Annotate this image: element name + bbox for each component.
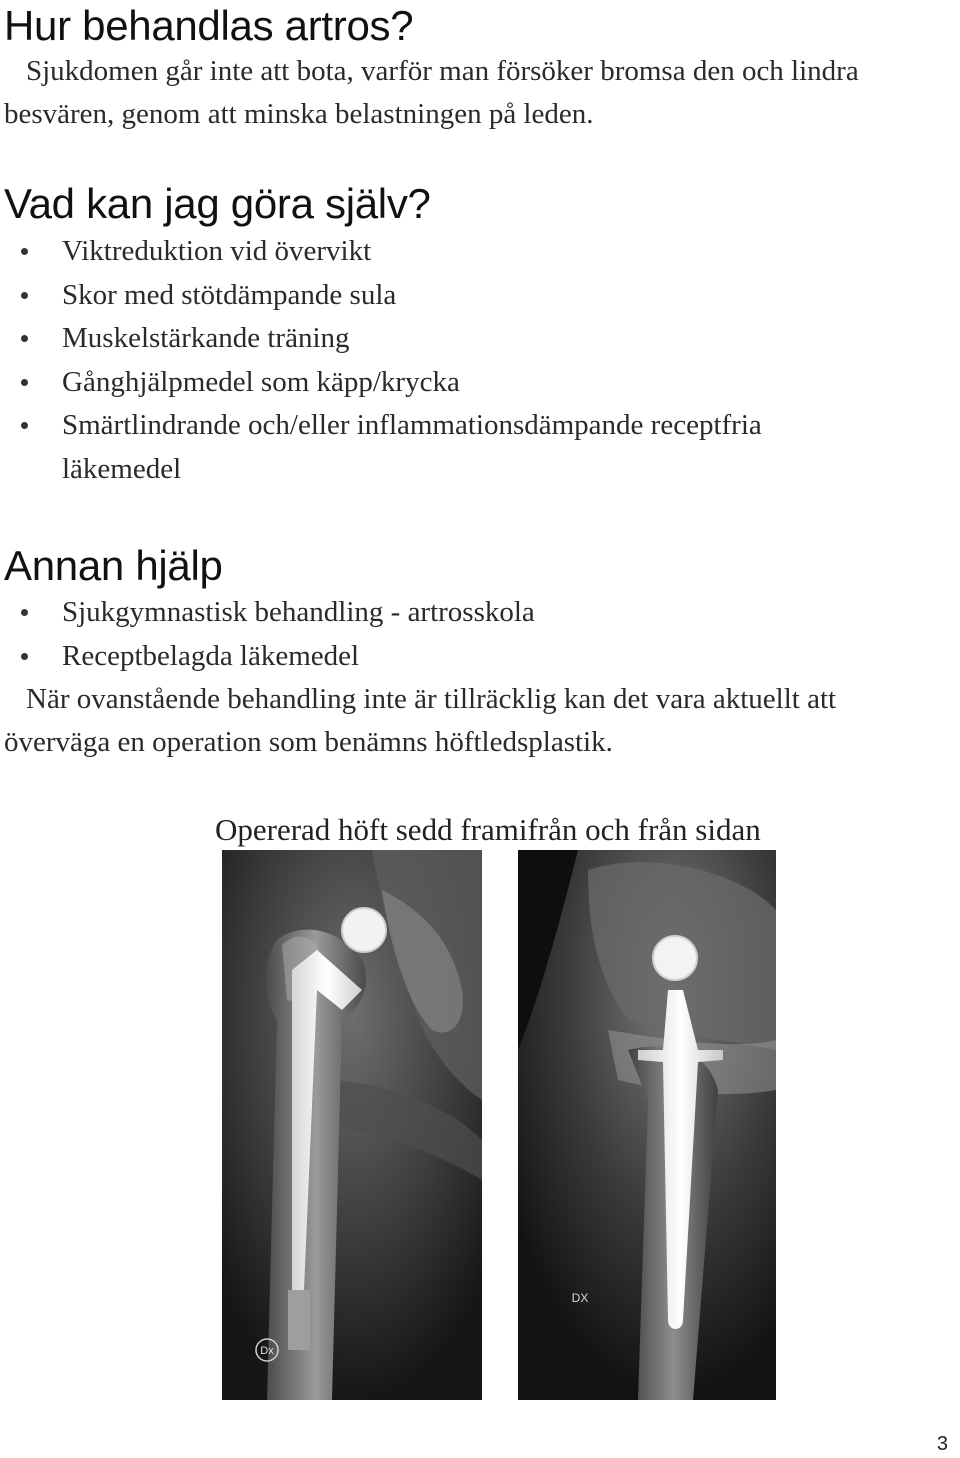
operation-paragraph xyxy=(4,678,944,764)
list-item-text: Receptbelagda läkemedel xyxy=(62,639,360,672)
list-item-text: Sjukgymnastisk behandling - artrosskola xyxy=(62,596,535,628)
heading-self-help: Vad kan jag göra själv? xyxy=(4,180,431,227)
list-item-text: Smärtlindrande och/eller inflammationsdämpande receptfria läkemedel xyxy=(62,409,762,485)
bullet-icon xyxy=(21,609,28,616)
bullet-icon xyxy=(21,422,28,429)
list-item-text: Viktreduktion vid övervikt xyxy=(62,235,372,267)
list-item xyxy=(0,274,900,318)
intro-paragraph xyxy=(4,50,944,136)
operation-paragraph-text: När ovanstående behandling inte är tillräcklig kan det vara aktuellt att överväga en operation som benämns höftledsplastik. xyxy=(4,683,837,758)
page-number: 3 xyxy=(936,1433,948,1455)
list-item xyxy=(0,230,900,274)
list-item-text: Gånghjälpmedel som käpp/krycka xyxy=(62,365,460,398)
bullet-icon xyxy=(21,335,28,342)
list-item xyxy=(0,361,900,405)
bullet-icon xyxy=(21,292,28,299)
self-help-list xyxy=(0,230,900,491)
list-item xyxy=(0,317,900,361)
bullet-icon xyxy=(21,248,28,255)
list-item-text: Skor med stötdämpande sula xyxy=(62,278,397,311)
heading-treatment: Hur behandlas artros? xyxy=(4,2,414,49)
xray-left-marker: Dx xyxy=(260,1345,274,1357)
heading-other-help: Annan hjälp xyxy=(4,542,223,589)
xray-lateral-image xyxy=(518,850,776,1400)
list-item xyxy=(0,404,882,491)
other-help-list xyxy=(0,591,900,678)
list-item-text: Muskelstärkande träning xyxy=(62,322,350,354)
intro-paragraph-text: Sjukdomen går inte att bota, varför man försöker bromsa den och lindra besvären, genom att minska belastningen på leden. xyxy=(4,55,859,130)
bullet-icon xyxy=(21,653,28,660)
list-item xyxy=(0,635,900,679)
xray-frontal-image xyxy=(222,850,482,1400)
bullet-icon xyxy=(21,379,28,386)
xray-right-marker: DX xyxy=(571,1291,589,1305)
figure-caption: Opererad höft sedd framifrån och från sidan xyxy=(215,812,761,847)
list-item xyxy=(0,591,900,635)
